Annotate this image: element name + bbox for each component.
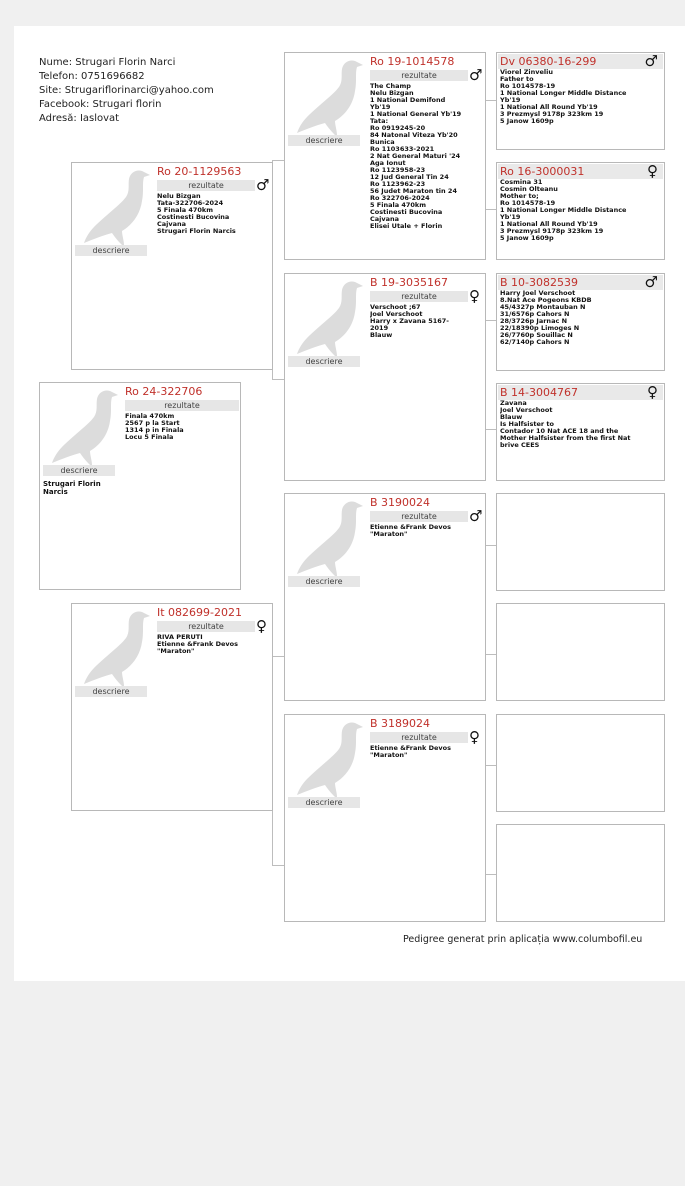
connector-mother — [272, 656, 284, 866]
description-button[interactable]: descriere — [43, 465, 115, 476]
ring-number[interactable]: B 3190024 — [370, 496, 431, 509]
ring-number[interactable]: B 19-3035167 — [370, 276, 448, 289]
results-button[interactable]: rezultate — [370, 732, 468, 743]
ring-number[interactable]: Dv 06380-16-299 — [500, 55, 597, 68]
female-symbol-icon: ♀ — [256, 617, 267, 635]
description-button[interactable]: descriere — [75, 245, 147, 256]
results-button[interactable]: rezultate — [370, 511, 468, 522]
connector-father — [272, 160, 284, 380]
pigeon-info: Harry Joel Verschoot 8.Nat Ace Pogeons KBDB 45/4327p Montauban N 31/6576p Cahors N 28/3726p Jarnac N 22/18390p Limoges N 26/7760p Souillac N 62/7140p Cahors N — [500, 290, 592, 346]
pigeon-card-empty-3[interactable] — [496, 714, 665, 812]
pigeon-info: Cosmina 31 Cosmin Olteanu Mother to; Ro 1014578-19 1 National Longer Middle Distance Yb'19 1 National All Round Yb'19 3 Prezmysl 9178p 323km 19 5 Janow 1609p — [500, 179, 627, 242]
footer-credit: Pedigree generat prin aplicația www.columbofil.eu — [403, 934, 643, 945]
results-button[interactable]: rezultate — [370, 70, 468, 81]
pigeon-info: Etienne &Frank Devos "Maraton" — [370, 745, 451, 759]
pigeon-info: Verschoot ;67 Joel Verschoot Harry x Zavana 5167- 2019 Blauw — [370, 304, 449, 339]
female-symbol-icon: ♀ — [647, 383, 658, 401]
pigeon-card-dam-dam[interactable] — [284, 714, 486, 922]
pigeon-card-empty-1[interactable] — [496, 493, 665, 591]
description-button[interactable]: descriere — [288, 576, 360, 587]
owner-facebook[interactable]: Facebook: Strugari florin — [39, 99, 162, 110]
pigeon-card-fmm[interactable] — [496, 383, 665, 481]
pigeon-info: RIVA PERUTI Etienne &Frank Devos "Maraton" — [157, 634, 238, 655]
results-button[interactable]: rezultate — [157, 621, 255, 632]
description-button[interactable]: descriere — [288, 135, 360, 146]
pigeon-info: Viorel Zinveliu Father to Ro 1014578-19 1 National Longer Middle Distance Yb'19 1 National All Round Yb'19 3 Prezmysl 9178p 323km 19 5 Janow 1609p — [500, 69, 627, 125]
ring-number[interactable]: Ro 19-1014578 — [370, 55, 455, 68]
female-symbol-icon: ♀ — [647, 162, 658, 180]
male-symbol-icon: ♂ — [469, 66, 483, 84]
male-symbol-icon: ♂ — [469, 507, 483, 525]
ring-number[interactable]: Ro 16-3000031 — [500, 165, 585, 178]
pigeon-card-fmf[interactable] — [496, 273, 665, 371]
owner-address: Adresă: Iaslovat — [39, 113, 120, 124]
results-button[interactable]: rezultate — [157, 180, 255, 191]
breeder-name: Strugari Florin Narcis — [43, 480, 101, 496]
pigeon-silhouette-icon — [80, 606, 160, 688]
pigeon-silhouette-icon — [48, 385, 128, 467]
top-bar — [0, 0, 685, 14]
male-symbol-icon: ♂ — [644, 273, 658, 291]
description-button[interactable]: descriere — [288, 797, 360, 808]
ring-number[interactable]: B 14-3004767 — [500, 386, 578, 399]
connector-fm — [485, 320, 496, 430]
pigeon-card-empty-4[interactable] — [496, 824, 665, 922]
ring-number[interactable]: B 10-3082539 — [500, 276, 578, 289]
pigeon-info: The Champ Nelu Bizgan 1 National Demifond Yb'19 1 National General Yb'19 Tata: Ro 0919245-20 84 Natonal Viteza Yb'20 Bunica Ro 1103633-2021 2 Nat General Maturi '24 Aga Ionut Ro 1123958-23 12 Jud General Tin 24 Ro 1123962-23 56 Judet Maraton tin 24 Ro 322706-2024 5 Finala 470km Costinesti Bucovina Cajvana Elisei Utale + Florin — [370, 83, 462, 230]
pigeon-card-sire-sire[interactable] — [284, 52, 486, 260]
ring-number[interactable]: It 082699-2021 — [157, 606, 243, 619]
owner-info — [39, 56, 214, 126]
pigeon-card-fff[interactable] — [496, 52, 665, 150]
owner-site[interactable]: Site: Strugariflorinarci@yahoo.com — [39, 85, 214, 96]
pigeon-silhouette-icon — [293, 496, 373, 578]
results-button[interactable]: rezultate — [125, 400, 239, 411]
pigeon-card-empty-2[interactable] — [496, 603, 665, 701]
ring-number[interactable]: Ro 24-322706 — [125, 385, 203, 398]
pigeon-silhouette-icon — [80, 165, 160, 247]
connector-ff — [485, 100, 496, 210]
pigeon-card-subject[interactable] — [39, 382, 241, 590]
ring-number[interactable]: B 3189024 — [370, 717, 431, 730]
pigeon-info: Zavana Joel Verschoot Blauw Is Halfsister to Contador 10 Nat ACE 18 and the Mother Halfsister from the first Nat brive CEES — [500, 400, 631, 449]
connector-mf — [485, 545, 496, 655]
results-button[interactable]: rezultate — [370, 291, 468, 302]
owner-name: Nume: Strugari Florin Narci — [39, 57, 176, 68]
pigeon-info: Etienne &Frank Devos "Maraton" — [370, 524, 451, 538]
pigeon-silhouette-icon — [293, 717, 373, 799]
female-symbol-icon: ♀ — [469, 728, 480, 746]
connector-mm — [485, 765, 496, 875]
female-symbol-icon: ♀ — [469, 287, 480, 305]
pigeon-card-mother[interactable] — [71, 603, 273, 811]
pigeon-info: Finala 470km 2567 p la Start 1314 p in Finala Locu 5 Finala — [125, 413, 184, 441]
ring-number[interactable]: Ro 20-1129563 — [157, 165, 242, 178]
pigeon-silhouette-icon — [293, 55, 373, 137]
description-button[interactable]: descriere — [75, 686, 147, 697]
description-button[interactable]: descriere — [288, 356, 360, 367]
pigeon-card-dam-sire[interactable] — [284, 493, 486, 701]
pigeon-silhouette-icon — [293, 276, 373, 358]
pigeon-card-father[interactable] — [71, 162, 273, 370]
owner-phone: Telefon: 0751696682 — [39, 71, 145, 82]
pigeon-card-sire-dam[interactable] — [284, 273, 486, 481]
male-symbol-icon: ♂ — [256, 176, 270, 194]
pigeon-info: Nelu Bizgan Tata-322706-2024 5 Finala 470km Costinesti Bucovina Cajvana Strugari Florin Narcis — [157, 193, 236, 235]
male-symbol-icon: ♂ — [644, 52, 658, 70]
pigeon-card-ffm[interactable] — [496, 162, 665, 260]
